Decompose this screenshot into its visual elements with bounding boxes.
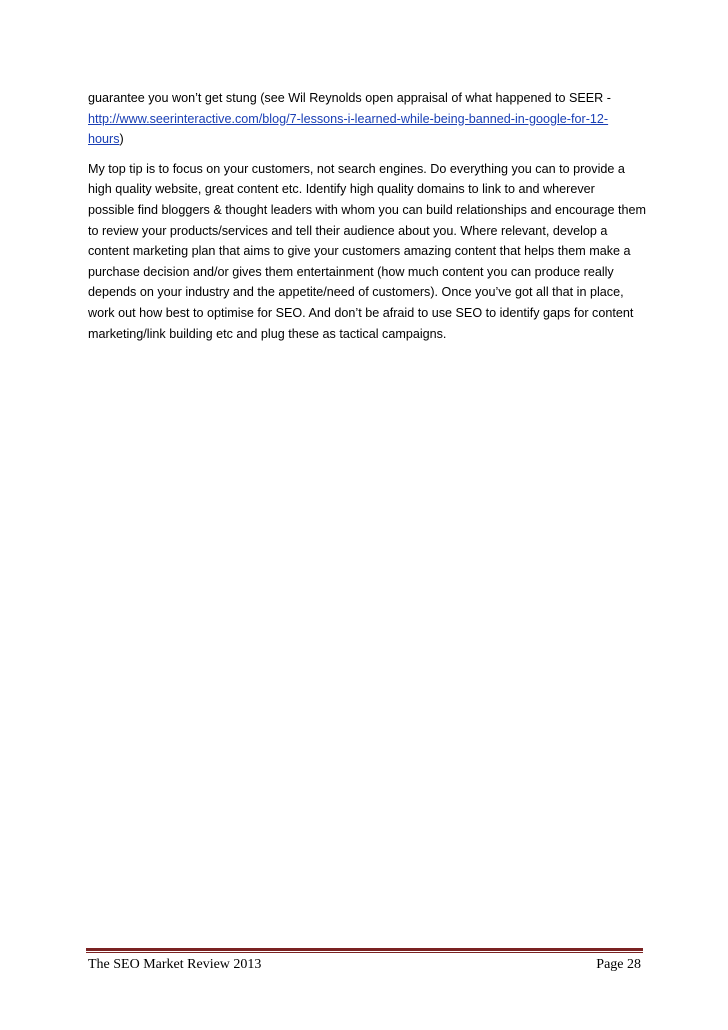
paragraph-top-tip (88, 159, 644, 344)
seer-blog-link[interactable]: http://www.seerinteractive.com/blog/7-lessons-i-learned-while-being-banned-in-google-for-12- (88, 111, 609, 126)
paragraph-line: marketing/link building etc and plug these as tactical campaigns. (88, 326, 447, 341)
paragraph-line: high quality website, great content etc. Identify high quality domains to link to and wherever (88, 182, 595, 197)
paragraph-line: depends on your industry and the appetite/need of customers). Once you’ve got all that in place, (88, 285, 624, 300)
paragraph-line: to review your products/services and tell their audience about you. Where relevant, develop a (88, 223, 608, 238)
seer-link-line (88, 109, 644, 130)
paragraph-line: work out how best to optimise for SEO. And don’t be afraid to use SEO to identify gaps for content (88, 305, 634, 320)
paragraph-line: My top tip is to focus on your customers, not search engines. Do everything you can to provide a (88, 161, 625, 176)
footer-rule (86, 948, 643, 951)
paragraph-line: content marketing plan that aims to give your customers amazing content that helps them make a (88, 244, 631, 259)
page-number: Page 28 (596, 957, 641, 972)
seer-link-line (88, 129, 644, 150)
closing-parenthesis: ) (119, 132, 124, 147)
page-footer (88, 956, 641, 974)
paragraph-line: purchase decision and/or gives them entertainment (how much content you can produce really (88, 264, 614, 279)
paragraph-line: guarantee you won’t get stung (see Wil Reynolds open appraisal of what happened to SEER - (88, 91, 611, 105)
seer-blog-link-continued[interactable]: hours (88, 132, 120, 147)
paragraph-line: possible find bloggers & thought leaders with whom you can build relationships and encourage them (88, 202, 646, 217)
footer-rule-thin (86, 952, 643, 953)
paragraph-seer-reference (88, 88, 644, 150)
footer-title: The SEO Market Review 2013 (88, 957, 262, 972)
page-body (88, 88, 644, 344)
